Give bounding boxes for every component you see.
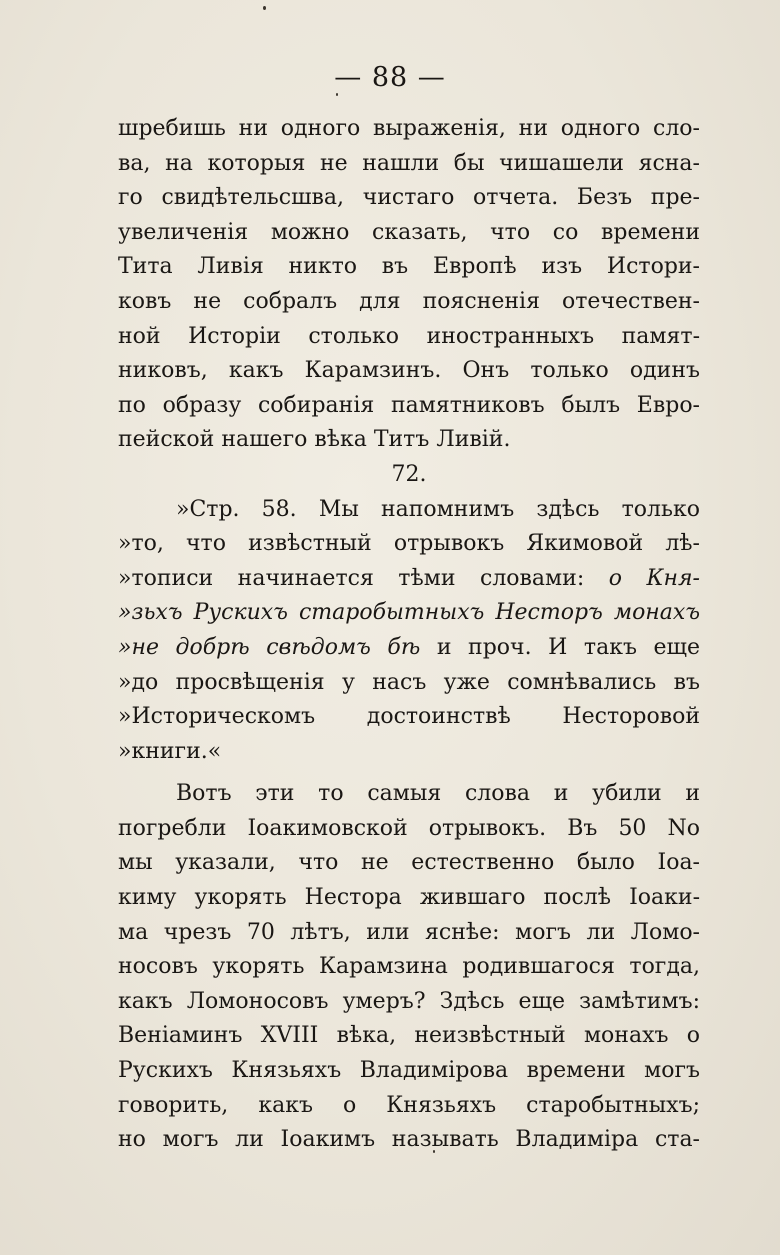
text-line: Вотъ эти то самыя слова и убили и — [176, 781, 700, 807]
quote-italic-text: о Кня- — [608, 565, 700, 591]
paragraph-gap — [118, 769, 700, 777]
quote-line — [118, 631, 700, 666]
quote-line: »до просвѣщенія у насъ уже сомнѣвались въ — [118, 669, 700, 695]
text-line: Тита Ливія никто въ Европѣ изъ Истори- — [118, 254, 700, 280]
text-line: Веніаминъ XVIII вѣка, неизвѣстный монахъ о — [118, 1023, 700, 1049]
quote-line: »Стр. 58. Мы напомнимъ здѣсь только — [176, 496, 700, 522]
quote-line: »зьхъ Рускихъ старобытныхъ Несторъ монахъ — [118, 600, 700, 626]
quote-line: »то, что извѣстный отрывокъ Якимовой лѣ- — [118, 531, 700, 557]
text-line: никовъ, какъ Карамзинъ. Онъ только одинъ — [118, 358, 700, 384]
page-number: — 88 — — [334, 62, 446, 93]
text-line: мы указали, что не естественно было Іоа- — [118, 850, 700, 876]
quote-line: »Историческомъ достоинствѣ Несторовой — [118, 704, 700, 730]
text-line: какъ Ломоносовъ умеръ? Здѣсь еще замѣтимъ: — [118, 988, 700, 1014]
text-line: погребли Іоакимовской отрывокъ. Въ 50 No — [118, 815, 700, 841]
section-number: 72. — [391, 461, 427, 487]
text-line: киму укорять Нестора жившаго послѣ Іоаки- — [118, 885, 700, 911]
text-line: говорить, какъ о Князьяхъ старобытныхъ; — [118, 1092, 700, 1118]
text-line: ной Исторіи столько иностранныхъ памят- — [118, 323, 700, 349]
text-line: носовъ укорять Карамзина родившагося тогда, — [118, 954, 700, 980]
quote-italic-text: »не добрѣ свѣдомъ бѣ — [118, 634, 421, 660]
text-line: го свидѣтельсшва, чистаго отчета. Безъ пре- — [118, 185, 700, 211]
text-line: ва, на которыя не нашли бы чишашели ясна- — [118, 150, 700, 176]
text-line: но могъ ли Іоакимъ называть Владиміра ста- — [118, 1127, 700, 1153]
quote-line: »книги.« — [118, 738, 222, 764]
page-body — [118, 112, 700, 1158]
quote-text: и проч. И такъ еще — [436, 634, 700, 660]
text-line: шребишь ни одного выраженія, ни одного сло- — [118, 116, 700, 141]
text-line: увеличенія можно сказать, что со времени — [118, 219, 700, 245]
quote-line — [118, 562, 700, 597]
text-line: по образу собиранія памятниковъ былъ Евро- — [118, 392, 700, 418]
quote-text: »тописи начинается тѣми словами: — [118, 565, 585, 591]
ink-speck — [263, 6, 266, 10]
ink-speck — [336, 93, 338, 96]
text-line: Рускихъ Князьяхъ Владимірова времени могъ — [118, 1058, 700, 1084]
text-line: пейской нашего вѣка Титъ Ливій. — [118, 427, 511, 453]
text-line: ма чрезъ 70 лѣтъ, или яснѣе: могъ ли Ломо- — [118, 919, 700, 945]
text-line: ковъ не собралъ для поясненія отечествен- — [118, 288, 700, 314]
